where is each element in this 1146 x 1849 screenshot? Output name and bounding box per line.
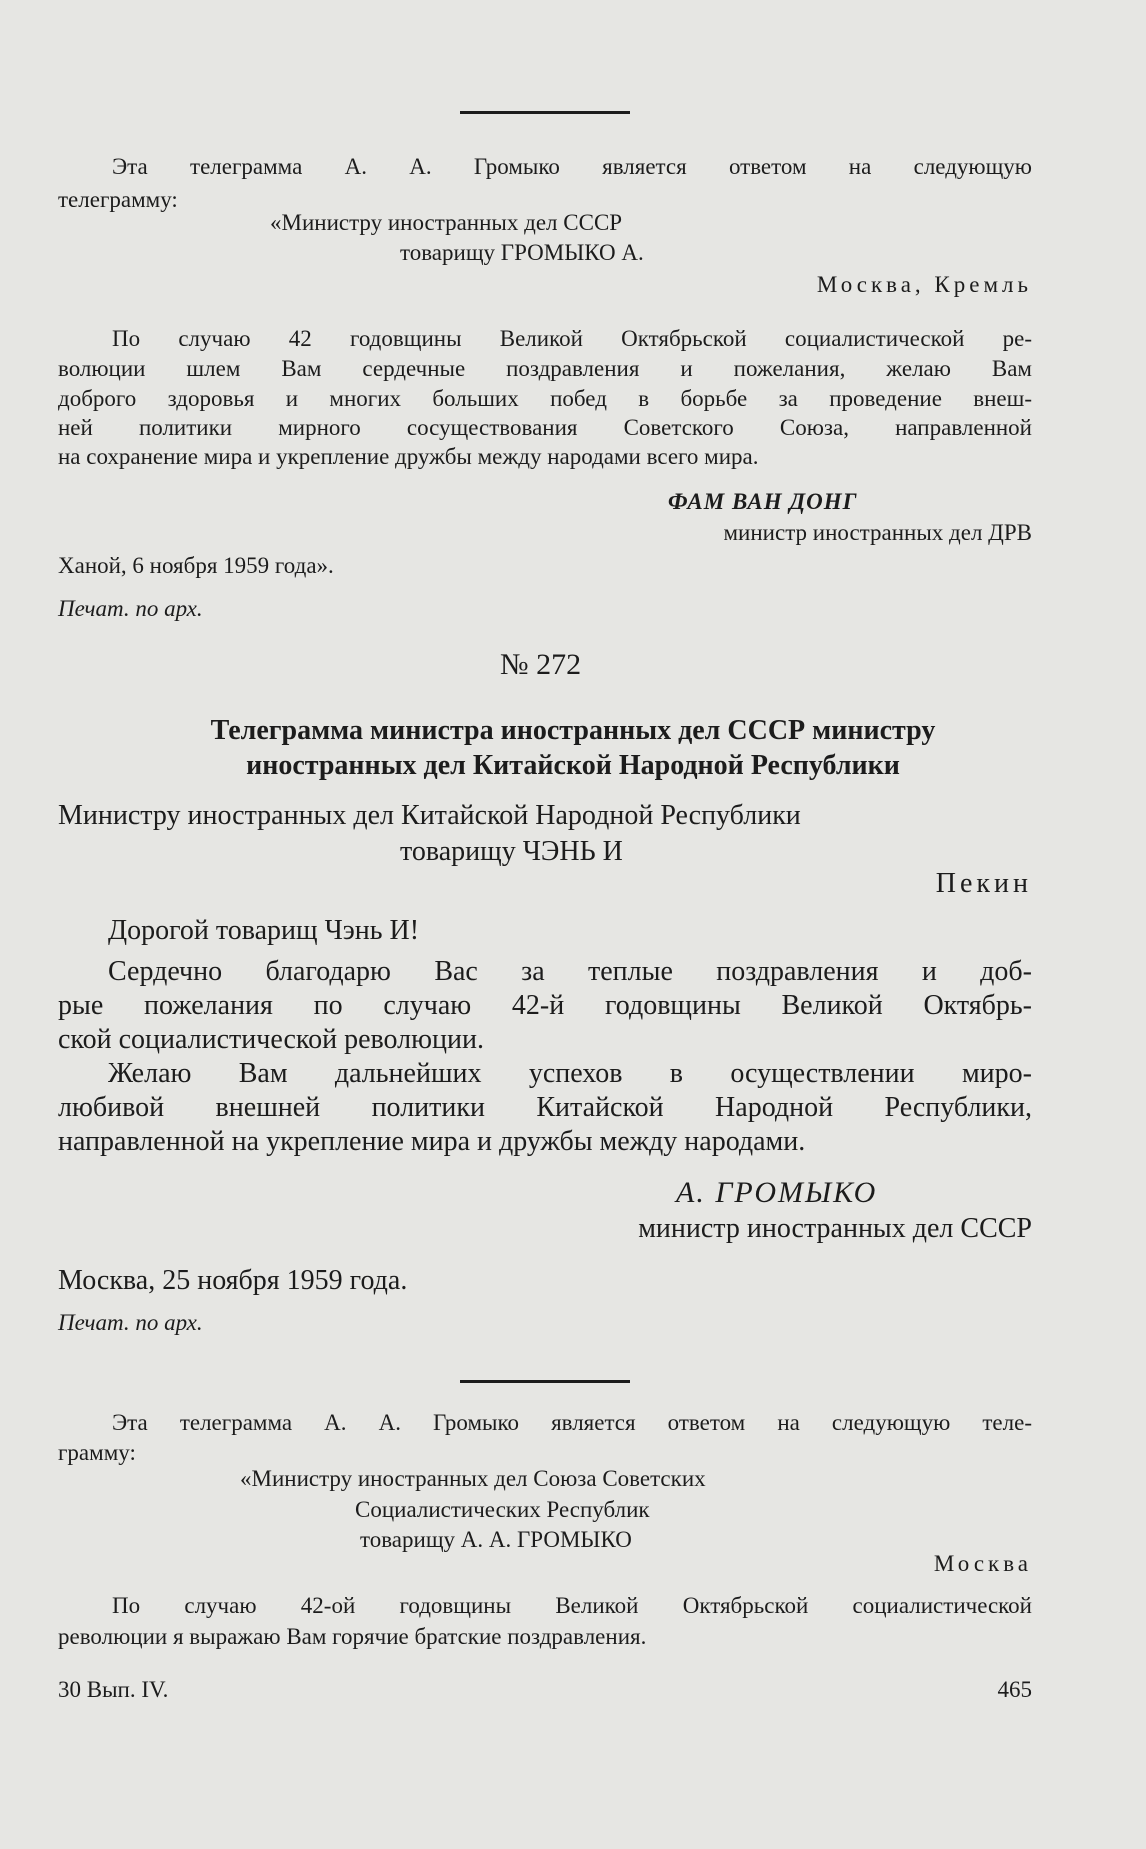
intro-line-2: телеграмму:: [58, 187, 178, 212]
document-number: № 272: [500, 648, 582, 681]
paragraph2-line-2: любивой внешней политики Китайской Народной Республики,: [58, 1092, 1032, 1123]
reply-quote-address-2: Социалистических Республик: [355, 1497, 650, 1522]
reply-quote-place: Москва: [933, 1551, 1032, 1576]
document-source: Печат. по арх.: [58, 1310, 203, 1335]
intro-signer-name: ФАМ ВАН ДОНГ: [668, 489, 858, 514]
intro-body-2: волюции шлем Вам сердечные поздравления и пожелания, желаю Вам: [58, 356, 1032, 381]
reply-quote-address-3: товарищу А. А. ГРОМЫКО: [360, 1527, 632, 1552]
intro-signer-title: министр иностранных дел ДРВ: [723, 520, 1032, 545]
reply-line-1: Эта телеграмма А. А. Громыко является ответом на следующую теле-: [112, 1410, 1032, 1435]
paragraph2-line-3: направленной на укрепление мира и дружбы между народами.: [58, 1126, 806, 1157]
footer-signature-mark: 30 Вып. IV.: [58, 1677, 169, 1702]
top-divider: [460, 111, 630, 114]
paragraph1-line-3: ской социалистической революции.: [58, 1024, 485, 1055]
intro-body-5: на сохранение мира и укрепление дружбы между народами всего мира.: [58, 444, 759, 469]
reply-quote-address-1: «Министру иностранных дел Союза Советских: [240, 1466, 706, 1491]
reply-body-1: По случаю 42-ой годовщины Великой Октябрьской социалистической: [112, 1593, 1032, 1618]
salutation: Дорогой товарищ Чэнь И!: [108, 915, 420, 946]
intro-date: Ханой, 6 ноября 1959 года».: [58, 553, 334, 578]
intro-body-3: доброго здоровья и многих больших побед в борьбе за проведение внеш-: [58, 386, 1032, 411]
reply-body-2: революции я выражаю Вам горячие братские поздравления.: [58, 1624, 647, 1649]
document-signer-title: министр иностранных дел СССР: [638, 1213, 1032, 1244]
intro-line-1: Эта телеграмма А. А. Громыко является ответом на следующую: [112, 154, 1032, 179]
document-signer-name: А. ГРОМЫКО: [676, 1176, 878, 1209]
document-title-1: Телеграмма министра иностранных дел СССР министру: [210, 715, 936, 746]
address-line-1: Министру иностранных дел Китайской Народной Республики: [58, 800, 801, 831]
intro-source: Печат. по арх.: [58, 596, 203, 621]
document-date: Москва, 25 ноября 1959 года.: [58, 1265, 408, 1296]
address-line-2: товарищу ЧЭНЬ И: [400, 836, 623, 867]
middle-divider: [460, 1380, 630, 1383]
intro-quote-place: Москва, Кремль: [816, 272, 1032, 297]
intro-quote-address-2: товарищу ГРОМЫКО А.: [400, 240, 644, 265]
intro-body-4: ней политики мирного сосуществования Советского Союза, направленной: [58, 415, 1032, 440]
document-title-2: иностранных дел Китайской Народной Республики: [246, 750, 900, 781]
paragraph1-line-1: Сердечно благодарю Вас за теплые поздравления и доб-: [108, 956, 1032, 987]
address-place: Пекин: [935, 868, 1032, 899]
intro-quote-address-1: «Министру иностранных дел СССР: [270, 210, 623, 235]
paragraph2-line-1: Желаю Вам дальнейших успехов в осуществлении миро-: [108, 1058, 1032, 1089]
page-number: 465: [997, 1677, 1032, 1702]
reply-line-2: грамму:: [58, 1440, 136, 1465]
intro-body-1: По случаю 42 годовщины Великой Октябрьской социалистической ре-: [112, 326, 1032, 351]
paragraph1-line-2: рые пожелания по случаю 42-й годовщины Великой Октябрь-: [58, 990, 1032, 1021]
